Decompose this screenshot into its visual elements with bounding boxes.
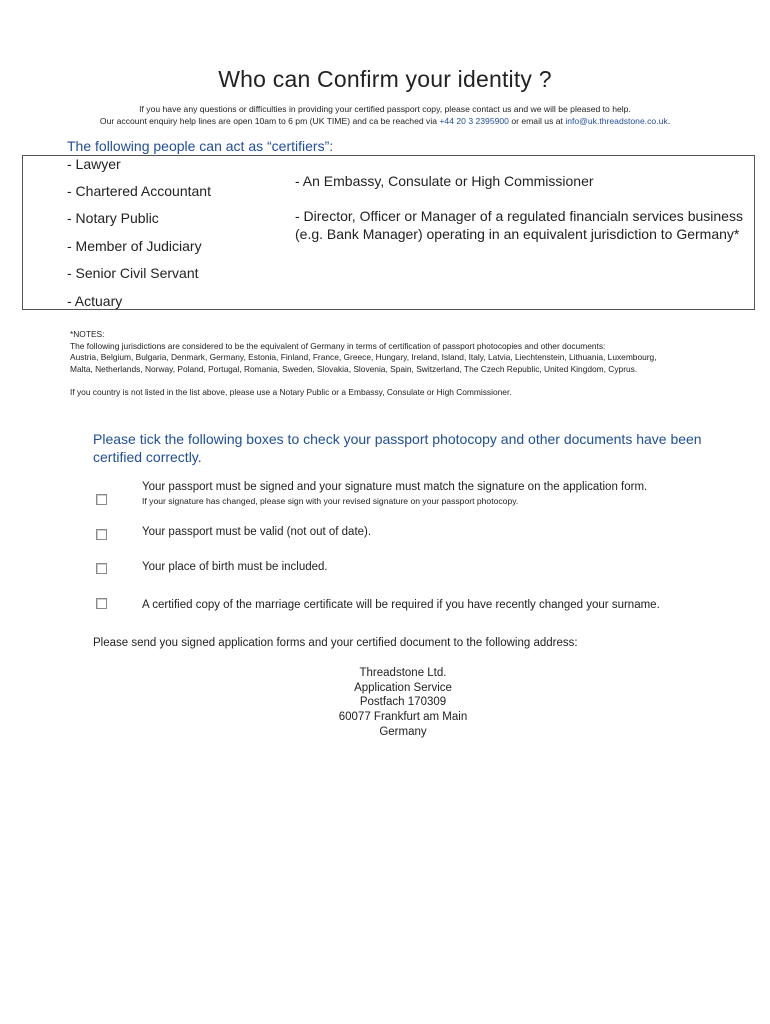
notes-line-3: Malta, Netherlands, Norway, Poland, Portugal, Romania, Sweden, Slovakia, Slovenia, Spain, Switzerland, The Czech Republic, United Kingdom, Cyprus. bbox=[70, 364, 638, 374]
checkbox-birthplace[interactable] bbox=[96, 563, 107, 574]
checklist-item-birthplace: Your place of birth must be included. bbox=[142, 561, 328, 573]
intro-line-1: If you have any questions or difficulties in providing your certified passport copy, please contact us and we will be pleased to help. bbox=[139, 104, 631, 114]
address-line: Threadstone Ltd. bbox=[359, 667, 447, 679]
checklist-heading: Please tick the following boxes to check your passport photocopy and other documents have been certified correctly. bbox=[93, 431, 702, 465]
certifier-item: - Notary Public bbox=[67, 210, 159, 226]
notes-line-2: Austria, Belgium, Bulgaria, Denmark, Germany, Estonia, Finland, France, Greece, Hungary, Ireland, Island, Italy, Latvia, Liechtenstein, Lithuania, Luxembourg, bbox=[70, 352, 657, 362]
intro-line-2-suffix: . bbox=[667, 116, 671, 126]
notes-label: *NOTES: bbox=[70, 329, 105, 339]
postal-address bbox=[0, 666, 770, 740]
checklist-item-marriage: A certified copy of the marriage certificate will be required if you have recently changed your surname. bbox=[142, 599, 660, 611]
address-line: 60077 Frankfurt am Main bbox=[338, 711, 468, 724]
certifiers-heading: The following people can act as “certifiers”: bbox=[67, 138, 334, 154]
page-title: Who can Confirm your identity ? bbox=[218, 66, 552, 92]
address-line: Germany bbox=[379, 725, 427, 738]
certifier-item: - Lawyer bbox=[67, 156, 121, 172]
checkbox-valid[interactable] bbox=[96, 529, 107, 540]
checklist-item-signature-note: If your signature has changed, please sign with your revised signature on your passport photocopy. bbox=[142, 496, 519, 506]
intro-line-2 bbox=[0, 116, 770, 126]
address-line: Postfach 170309 bbox=[359, 696, 447, 709]
address-line: Application Service bbox=[354, 681, 452, 694]
certifier-embassy: - An Embassy, Consulate or High Commissioner bbox=[295, 173, 594, 189]
certifier-item: - Actuary bbox=[67, 293, 123, 309]
checkbox-marriage[interactable] bbox=[96, 598, 107, 609]
checklist-item-valid: Your passport must be valid (not out of date). bbox=[142, 526, 372, 538]
certifier-director: - Director, Officer or Manager of a regulated financialn services business (e.g. Bank Manager) operating in an equivalent jurisdiction to Germany* bbox=[295, 208, 743, 242]
phone-number-link[interactable]: +44 20 3 2395900 bbox=[439, 116, 509, 126]
intro-line-2-middle: or email us at bbox=[508, 116, 566, 126]
email-link[interactable]: info@uk.threadstone.co.uk bbox=[565, 116, 668, 126]
notes-line-4: If you country is not listed in the list above, please use a Notary Public or a Embassy, Consulate or High Commissioner. bbox=[70, 387, 512, 397]
checklist-item-signature: Your passport must be signed and your signature must match the signature on the application form. bbox=[142, 481, 648, 493]
notes-line-1: The following jurisdictions are considered to be the equivalent of Germany in terms of certification of passport photocopies and other documents: bbox=[70, 341, 606, 351]
certifier-item: - Senior Civil Servant bbox=[67, 265, 199, 281]
certifier-item: - Chartered Accountant bbox=[67, 183, 211, 199]
certifier-item: - Member of Judiciary bbox=[67, 238, 202, 254]
checkbox-signature[interactable] bbox=[96, 494, 107, 505]
intro-line-2-prefix: Our account enquiry help lines are open 10am to 6 pm (UK TIME) and ca be reached via bbox=[99, 116, 440, 126]
send-instructions: Please send you signed application forms and your certified document to the following address: bbox=[93, 637, 578, 649]
